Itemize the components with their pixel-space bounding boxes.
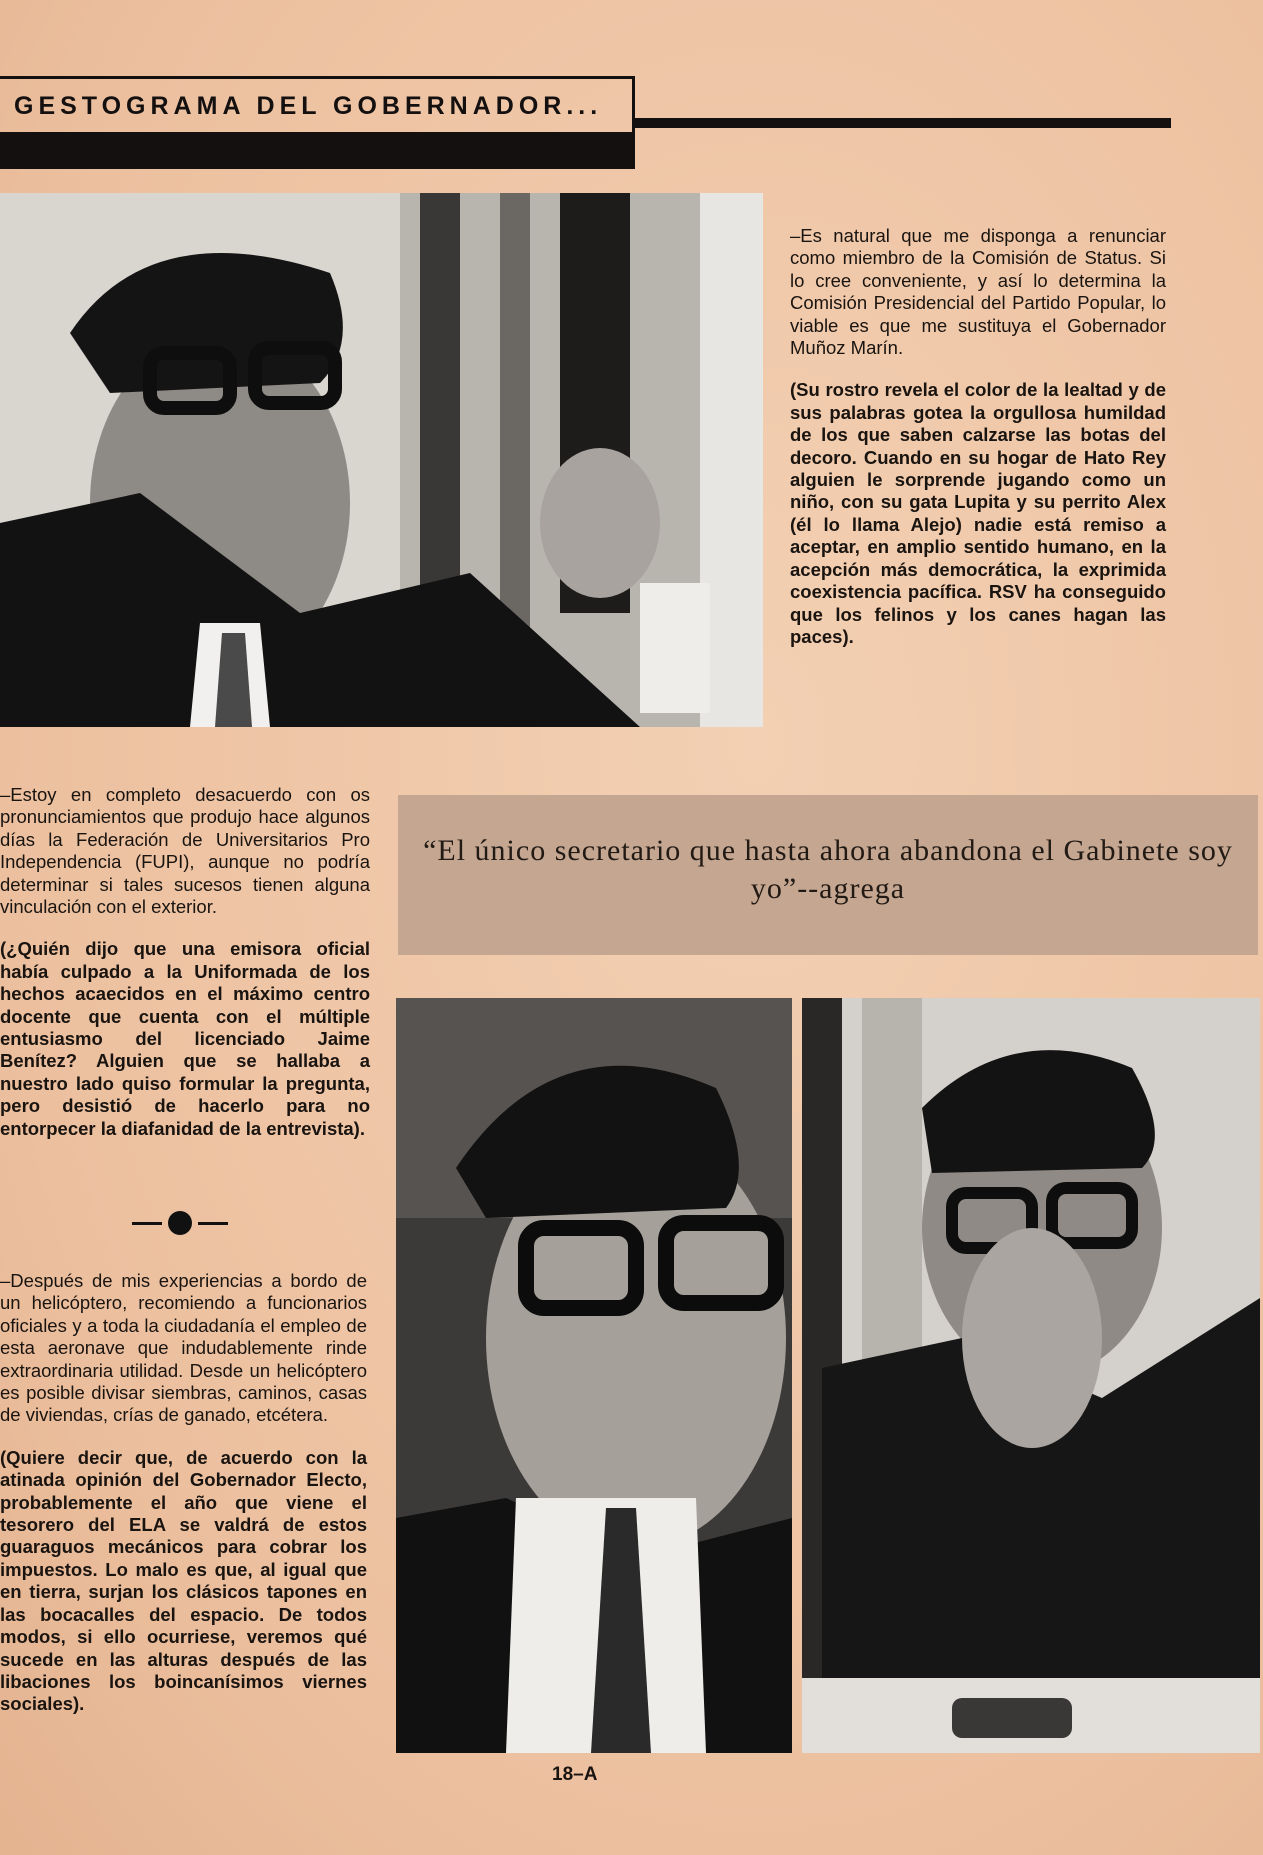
photo-governor-top bbox=[0, 193, 763, 727]
right-text-column bbox=[790, 225, 1166, 668]
left-text-column bbox=[0, 784, 370, 1160]
pull-quote: “El único secretario que hasta ahora abandona el Gabinete soy yo”--agrega bbox=[423, 834, 1233, 905]
page-title: GESTOGRAMA DEL GOBERNADOR... bbox=[14, 92, 603, 120]
paragraph: –Es natural que me disponga a renunciar como miembro de la Comisión de Status. Si lo cree conveniente, y así lo determina la Comisión Presidencial del Partido Popular, lo viable es que me sustituya el Gobernador Muñoz Marín. bbox=[790, 225, 1166, 359]
page-number: 18–A bbox=[552, 1764, 598, 1785]
paragraph: –Después de mis experiencias a bordo de un helicóptero, recomiendo a funcionarios oficiales y a toda la ciudadanía el empleo de esta aeronave que indudablemente rinde extraordinaria utilidad. Desde un helicóptero es posible divisar siembras, caminos, casas de viviendas, crías de ganado, etcétera. bbox=[0, 1270, 367, 1426]
paragraph-bold: (Su rostro revela el color de la lealtad y de sus palabras gotea la orgullosa humildad de los que saben calzarse las botas del decoro. Cuando en su hogar de Hato Rey alguien le sorprende jugando como un niño, con su gata Lupita y su perrito Alex (él lo llama Alejo) nadie está remiso a aceptar, en amplio sentido humano, en la acepción más democrática, la exprimida coexistencia pacífica. RSV ha conseguido que los felinos y los canes hagan las paces). bbox=[790, 379, 1166, 647]
paragraph-bold: (Quiere decir que, de acuerdo con la atinada opinión del Gobernador Electo, probablemente el año que viene el tesorero del ELA se valdrá de estos guaraguos mecánicos para cobrar los impuestos. Lo malo es que, al igual que en tierra, surjan los clásicos tapones en las bocacalles del espacio. De todos modos, si ello ocurriese, veremos qué sucede en las alturas después de las libaciones los boincanísimos viernes sociales). bbox=[0, 1446, 367, 1715]
photo-governor-speaking bbox=[396, 998, 792, 1753]
paragraph-bold: (¿Quién dijo que una emisora oficial había culpado a la Uniformada de los hechos acaecidos en el máximo centro docente que cuenta con el múltiple entusiasmo del licenciado Jaime Benítez? Alguien que se hallaba a nuestro lado quiso formular la pregunta, pero desistió de hacerlo para no entorpecer la diafanidad de la entrevista). bbox=[0, 938, 370, 1139]
header-rule bbox=[635, 118, 1171, 128]
paragraph: –Estoy en completo desacuerdo con os pronunciamientos que produjo hace algunos días la Federación de Universitarios Pro Independencia (FUPI), aunque no podría determinar si tales sucesos tienen alguna vinculación con el exterior. bbox=[0, 784, 370, 918]
separator-dot-icon bbox=[132, 1208, 228, 1238]
header-black-bar bbox=[0, 132, 635, 169]
left-text-column-lower bbox=[0, 1270, 367, 1736]
photo-governor-hand-to-face bbox=[802, 998, 1260, 1753]
